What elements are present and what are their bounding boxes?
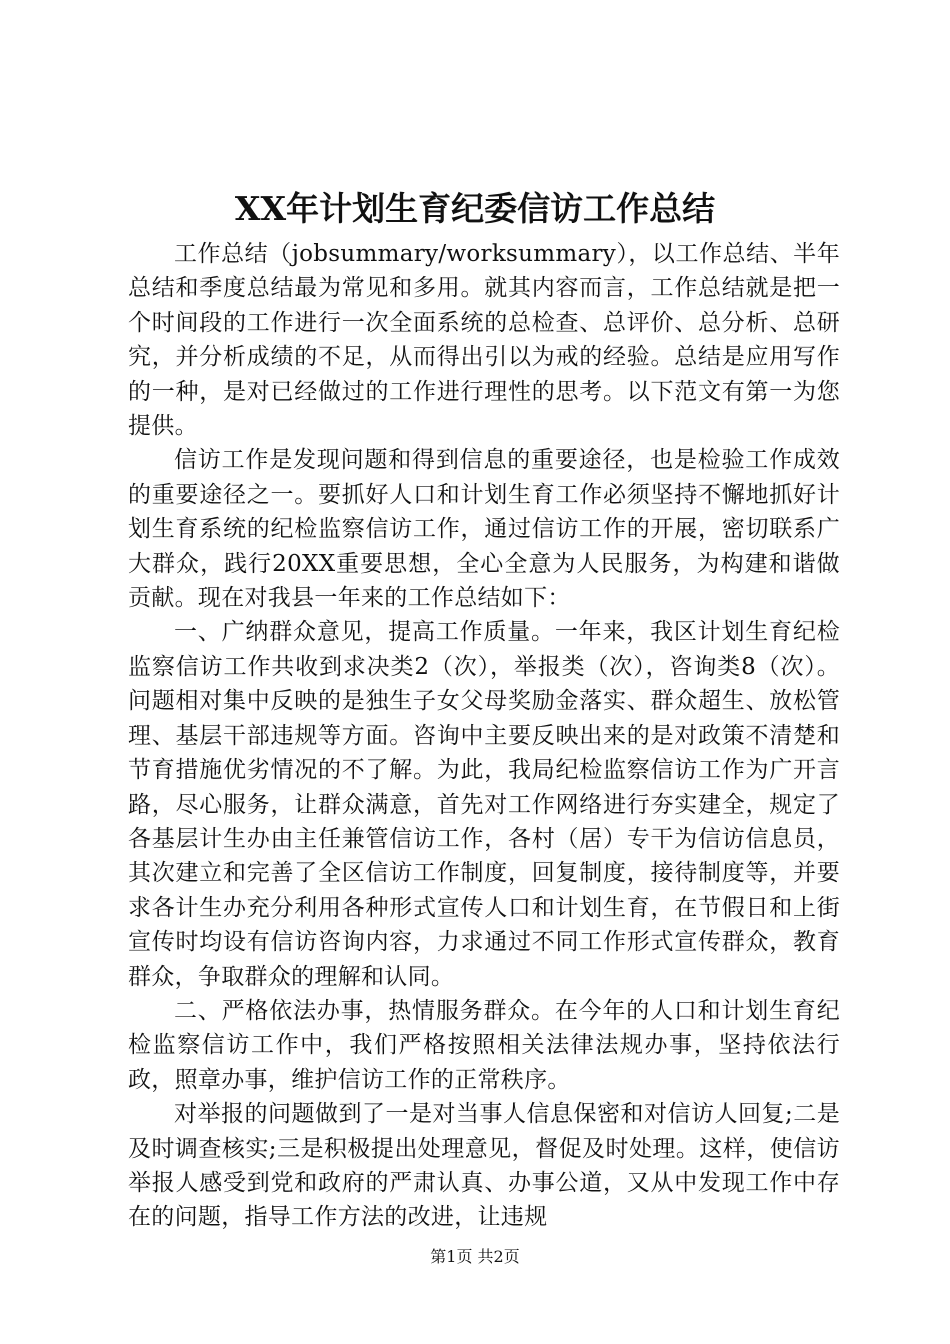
paragraph-overview: 信访工作是发现问题和得到信息的重要途径，也是检验工作成效的重要途径之一。要抓好人口和计划生育工作必须坚持不懈地抓好计划生育系统的纪检监察信访工作，通过信访工作的开展，密切联系广大群众，践行20XX重要思想，全心全意为人民服务，为构建和谐做贡献。现在对我县一年来的工作总结如下： [128, 447, 840, 612]
paragraph-intro: 工作总结（jobsummary/worksummary），以工作总结、半年总结和季度总结最为常见和多用。就其内容而言，工作总结就是把一个时间段的工作进行一次全面系统的总检查、总评价、总分析、总研究，并分析成绩的不足，从而得出引以为戒的经验。总结是应用写作的一种，是对已经做过的工作进行理性的思考。以下范文有第一为您提供。 [128, 241, 840, 440]
page-footer [0, 1246, 950, 1268]
page-total: 共2页 [477, 1247, 520, 1266]
document-title: XX年计划生育纪委信访工作总结 [234, 189, 716, 228]
paragraph-section-one: 一、广纳群众意见，提高工作质量。一年来，我区计划生育纪检监察信访工作共收到求决类2（次），举报类（次），咨询类8（次）。问题相对集中反映的是独生子女父母奖励金落实、群众超生、放松管理、基层干部违规等方面。咨询中主要反映出来的是对政策不清楚和节育措施优劣情况的不了解。为此，我局纪检监察信访工作为广开言路，尽心服务，让群众满意，首先对工作网络进行夯实建全，规定了各基层计生办由主任兼管信访工作，各村（居）专干为信访信息员，其次建立和完善了全区信访工作制度，回复制度，接待制度等，并要求各计生办充分利用各种形式宣传人口和计划生育，在节假日和上街宣传时均设有信访咨询内容，力求通过不同工作形式宣传群众，教育群众，争取群众的理解和认同。 [128, 619, 840, 990]
document-body [128, 237, 840, 1235]
page-number: 第1页 [430, 1247, 473, 1266]
paragraph-report-handling: 对举报的问题做到了一是对当事人信息保密和对信访人回复;二是及时调查核实;三是积极提出处理意见，督促及时处理。这样，使信访举报人感受到党和政府的严肃认真、办事公道，又从中发现工作中存在的问题，指导工作方法的改进，让违规 [128, 1101, 840, 1231]
paragraph-section-two: 二、严格依法办事，热情服务群众。在今年的人口和计划生育纪检监察信访工作中，我们严格按照相关法律法规办事，坚持依法行政，照章办事，维护信访工作的正常秩序。 [128, 997, 840, 1093]
